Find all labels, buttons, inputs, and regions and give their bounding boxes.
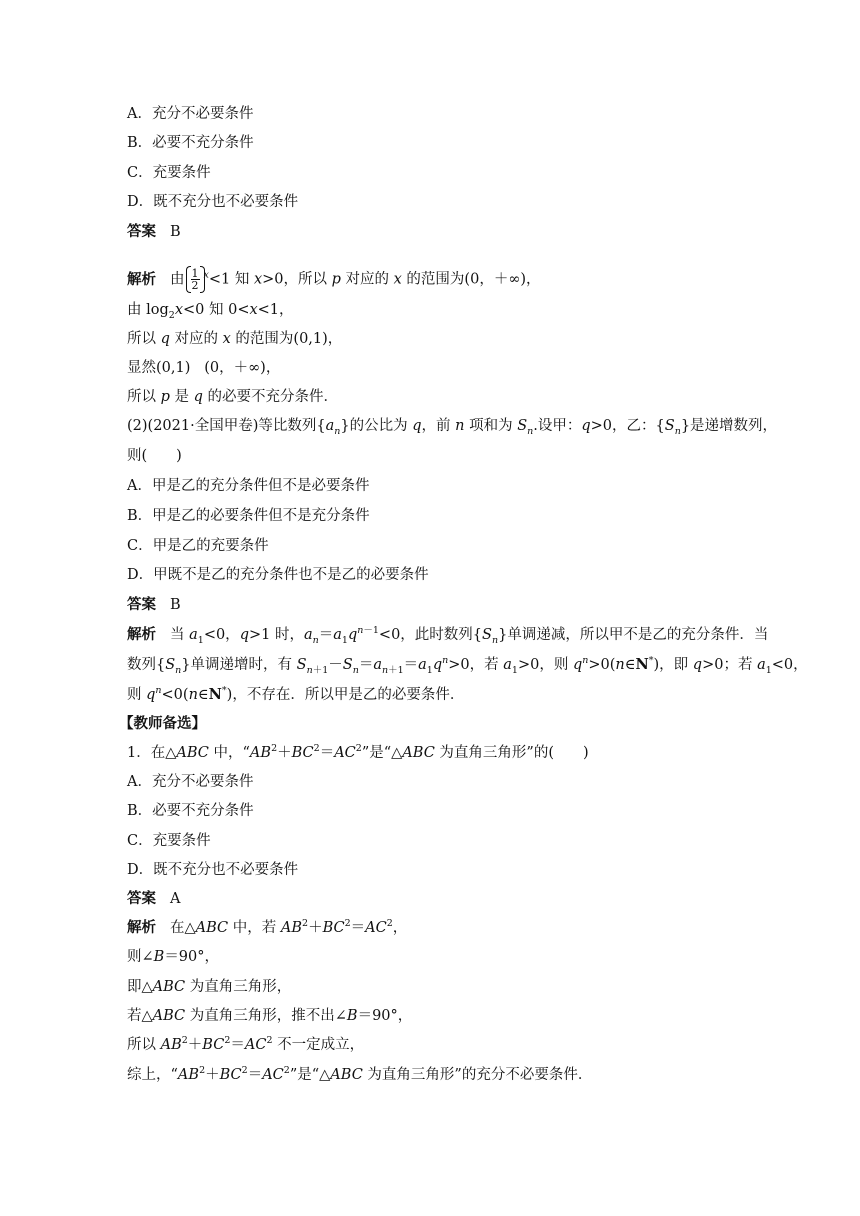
analysis-label: 解析 [127,270,156,288]
teacher-q1-answer [127,889,180,909]
q1-option-d: D．既不充分也不必要条件 [127,194,299,210]
q1-answer [127,222,181,242]
teacher-q1-analysis-line-3: 即△ABC 为直角三角形， [127,979,292,995]
teacher-q1-analysis-line-6: 综上，“$AB^2+BC^2=AC^2$”是“△ABC 为直角三角形”的充分不必要条件． [127,1065,593,1083]
q1-analysis-line-2: 由 $\log_2x<0$ 知 0<x<1， [127,302,294,321]
q1-option-a: A．充分不必要条件 [127,106,254,122]
teacher-section-heading: 【教师备选】 [119,715,206,732]
answer-value: B [170,224,181,240]
answer-value: B [170,597,181,613]
q1-analysis-line-1: 解析 由 $\frac{1}{2}$ $^x$<1 知 x>0，所以 p 对应的 x 的范围为(0，＋∞)， [127,267,541,292]
q1-option-c: C．充要条件 [127,165,211,181]
teacher-q1-analysis-line-5: 所以 $AB^2+BC^2=AC^2$ 不一定成立， [127,1035,365,1053]
q1-analysis-line-5: 所以 p 是 q 的必要不充分条件． [127,389,339,405]
q2-option-a: A．甲是乙的充分条件但不是必要条件 [127,478,370,494]
q2-analysis-line-2: 数列$\{S_n\}$单调递增时，有 $S_{n+1}-S_n=a_{n+1}=a_1q^n>0$，若 $a_1>0$，则 $q^n>0(n\in N^*)$，即 q>0；若 $a_1<0$， [127,655,808,676]
analysis-label: 解析 [127,919,156,936]
teacher-q1-option-c: C．充要条件 [127,833,211,849]
q1-analysis-line-3: 所以 q 对应的 x 的范围为(0,1)， [127,331,343,347]
q2-option-b: B．甲是乙的必要条件但不是充分条件 [127,508,370,524]
answer-label: 答案 [127,890,156,907]
fraction-one-half: $\frac{1}{2}$ [188,268,203,291]
q2-answer [127,595,181,615]
answer-value: A [170,891,181,907]
q2-analysis-line-1: 解析 当 $a_1<0$，q>1 时，$a_n=a_1q^{n-1}<0$，此时数列$\{S_n\}$单调递减，所以甲不是乙的充分条件．当 [127,625,769,646]
teacher-q1-analysis-line-2: 则∠B＝90°， [127,949,220,965]
q2-option-d: D．甲既不是乙的充分条件也不是乙的必要条件 [127,567,429,583]
teacher-q1-analysis-line-4: 若△ABC 为直角三角形，推不出∠B＝90°， [127,1008,413,1024]
answer-label: 答案 [127,223,156,240]
q2-option-c: C．甲是乙的充要条件 [127,538,269,554]
q2-stem-line-2: 则( ) [127,448,182,464]
q1-analysis-line-4: 显然(0,1) (0，＋∞)， [127,360,281,376]
teacher-q1-option-b: B．必要不充分条件 [127,803,254,819]
answer-label: 答案 [127,596,156,613]
q1-option-b: B．必要不充分条件 [127,135,254,151]
analysis-label: 解析 [127,626,156,643]
teacher-q1-analysis-line-1: 解析 在△ABC 中，若 $AB^2+BC^2=AC^2$， [127,918,408,936]
q2-analysis-line-3: 则 $q^n<0(n\in N^*)$，不存在．所以甲是乙的必要条件． [127,685,465,703]
teacher-q1-option-a: A．充分不必要条件 [127,774,254,790]
q2-stem-line-1: (2)(2021·全国甲卷)等比数列$\{a_n\}$的公比为 q，前 n 项和为 $S_n$.设甲：q>0，乙：$\{S_n\}$是递增数列， [127,418,778,437]
teacher-q1-stem: 1．在△ABC 中，“$AB^2+BC^2=AC^2$”是“△ABC 为直角三角形”的( ) [127,743,589,761]
teacher-q1-option-d: D．既不充分也不必要条件 [127,862,299,878]
